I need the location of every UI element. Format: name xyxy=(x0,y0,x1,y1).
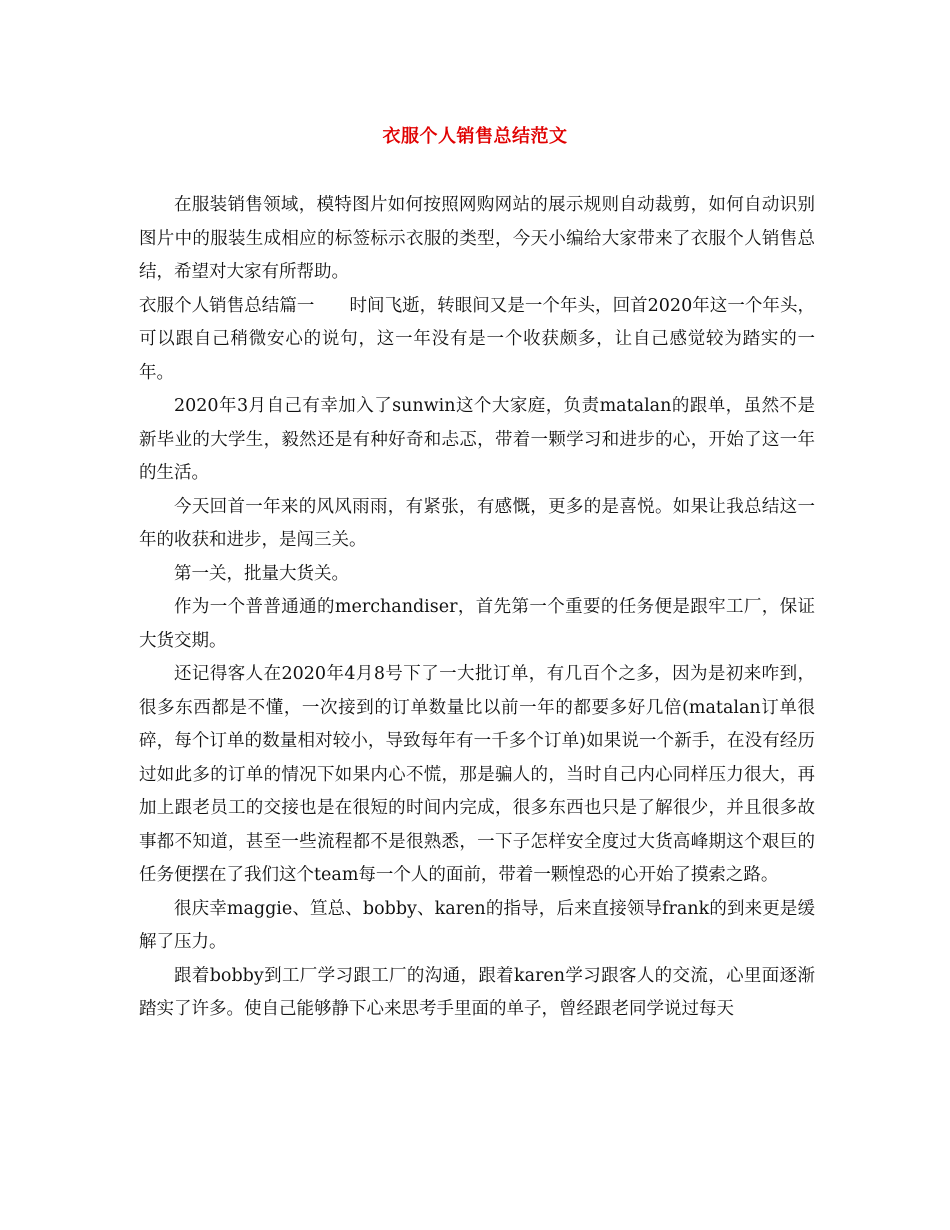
paragraph-review: 今天回首一年来的风风雨雨，有紧张，有感慨，更多的是喜悦。如果让我总结这一年的收获和进步，是闯三关。 xyxy=(139,496,815,550)
document-body xyxy=(139,189,815,1027)
paragraph-orders: 还记得客人在2020年4月8号下了一大批订单，有几百个之多，因为是初来咋到，很多东西都是不懂，一次接到的订单数量比以前一年的都要多好几倍(matalan订单很碎，每个订单的数量相对较小，导致每年有一千多个订单)如果说一个新手，在没有经历过如此多的订单的情况下如果内心不慌，那是骗人的，当时自己内心同样压力很大，再加上跟老员工的交接也是在很短的时间内完成，很多东西也只是了解很少，并且很多故事都不知道，甚至一些流程都不是很熟悉，一下子怎样安全度过大货高峰期这个艰巨的任务便摆在了我们这个team每一个人的面前，带着一颗惶恐的心开始了摸索之路。 xyxy=(139,664,815,885)
paragraph-guidance: 很庆幸maggie、笪总、bobby、karen的指导，后来直接领导frank的到来更是缓解了压力。 xyxy=(139,898,815,952)
paragraph-section-one: 衣服个人销售总结篇一 时间飞逝，转眼间又是一个年头，回首2020年这一个年头，可以跟自己稍微安心的说句，这一年没有是一个收获颇多，让自己感觉较为踏实的一年。 xyxy=(139,295,815,383)
document-title: 衣服个人销售总结范文 xyxy=(382,126,568,147)
paragraph-joining: 2020年3月自己有幸加入了sunwin这个大家庭，负责matalan的跟单，虽然不是新毕业的大学生，毅然还是有种好奇和忐忑，带着一颗学习和进步的心，开始了这一年的生活。 xyxy=(139,396,815,483)
paragraph-merchandiser: 作为一个普普通通的merchandiser，首先第一个重要的任务便是跟牢工厂，保证大货交期。 xyxy=(139,597,815,651)
paragraph-intro: 在服装销售领域，模特图片如何按照网购网站的展示规则自动裁剪，如何自动识别图片中的服装生成相应的标签标示衣服的类型，今天小编给大家带来了衣服个人销售总结，希望对大家有所帮助。 xyxy=(139,195,815,282)
paragraph-first-pass: 第一关，批量大货关。 xyxy=(174,563,349,584)
paragraph-learning: 跟着bobby到工厂学习跟工厂的沟通，跟着karen学习跟客人的交流，心里面逐渐踏实了许多。使自己能够静下心来思考手里面的单子，曾经跟老同学说过每天 xyxy=(139,965,815,1019)
